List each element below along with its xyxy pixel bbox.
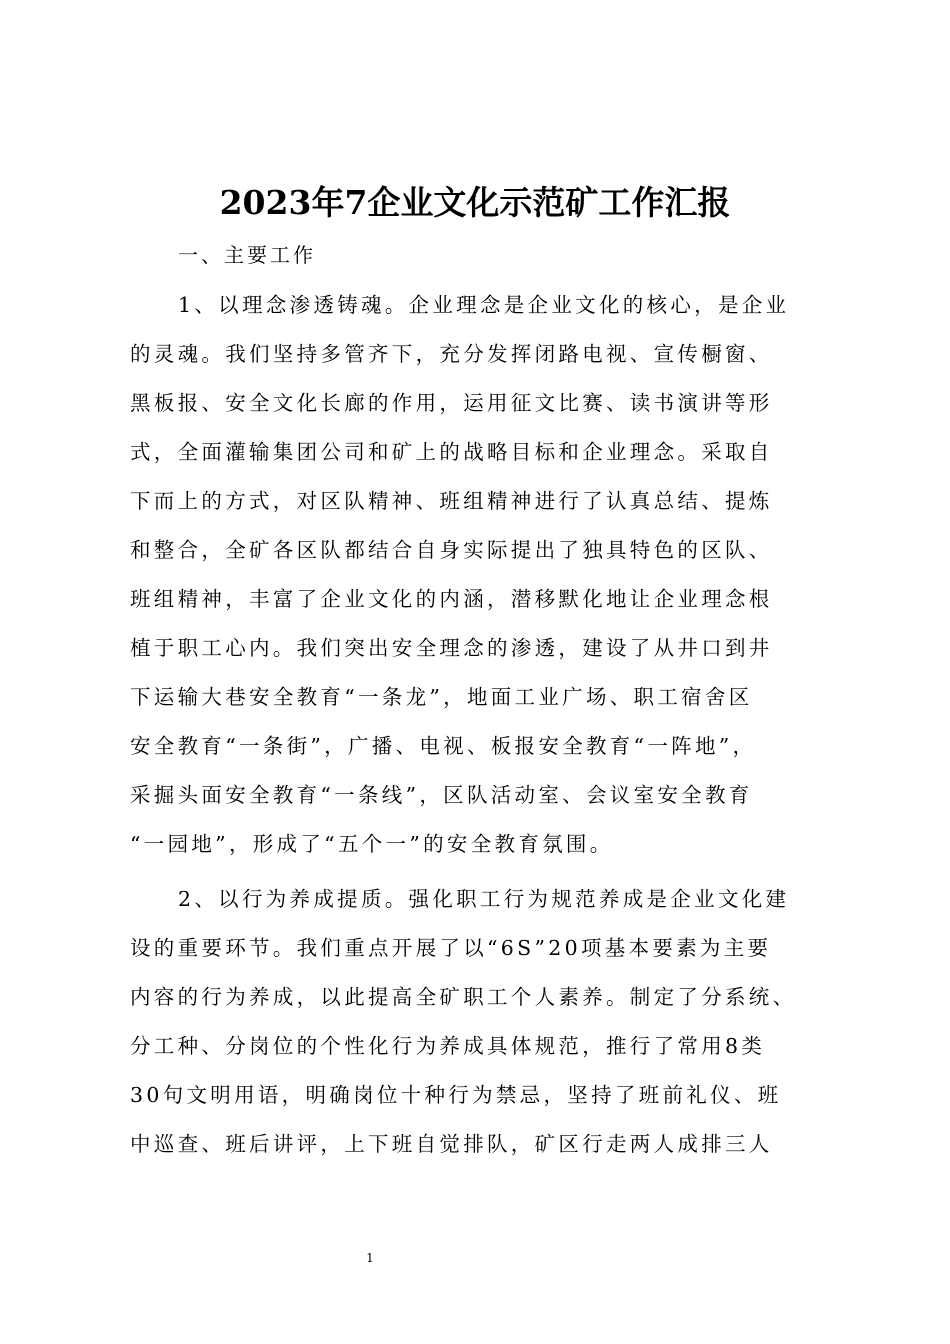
paragraph-1-line: 下而上的方式，对区队精神、班组精神进行了认真总结、提炼 xyxy=(130,489,773,513)
paragraph-2-line: 分工种、分岗位的个性化行为养成具体规范，推行了常用8类 xyxy=(130,1034,766,1058)
paragraph-1-line: 安全教育“一条街”，广播、电视、板报安全教育“一阵地”， xyxy=(130,734,757,758)
paragraph-1-line: 的灵魂。我们坚持多管齐下，充分发挥闭路电视、宣传橱窗、 xyxy=(130,342,773,366)
paragraph-1-line: 黑板报、安全文化长廊的作用，运用征文比赛、读书演讲等形 xyxy=(130,391,773,415)
paragraph-2-line: 内容的行为养成，以此提高全矿职工个人素养。制定了分系统、 xyxy=(130,985,797,1009)
section-heading: 一、主要工作 xyxy=(178,243,316,267)
paragraph-1-line: 采掘头面安全教育“一条线”，区队活动室、会议室安全教育 xyxy=(130,783,753,807)
paragraph-1-line: 和整合，全矿各区队都结合自身实际提出了独具特色的区队、 xyxy=(130,538,773,562)
paragraph-1-line: 1、以理念渗透铸魂。企业理念是企业文化的核心，是企业 xyxy=(178,293,790,317)
document-title: 2023年7企业文化示范矿工作汇报 xyxy=(219,183,731,222)
paragraph-2-line: 设的重要环节。我们重点开展了以“6S”20项基本要素为主要 xyxy=(130,936,772,960)
paragraph-2-line: 2、以行为养成提质。强化职工行为规范养成是企业文化建 xyxy=(178,887,790,911)
paragraph-2-line: 30句文明用语，明确岗位十种行为禁忌，坚持了班前礼仪、班 xyxy=(130,1083,782,1107)
paragraph-1-line: 式，全面灌输集团公司和矿上的战略目标和企业理念。采取自 xyxy=(130,440,773,464)
paragraph-1-line: 班组精神，丰富了企业文化的内涵，潜移默化地让企业理念根 xyxy=(130,587,773,611)
page-number: 1 xyxy=(366,1251,374,1265)
paragraph-2-line: 中巡查、班后讲评，上下班自觉排队，矿区行走两人成排三人 xyxy=(130,1132,773,1156)
paragraph-1-line: 下运输大巷安全教育“一条龙”，地面工业广场、职工宿舍区 xyxy=(130,685,753,709)
paragraph-1-line: 植于职工心内。我们突出安全理念的渗透，建设了从井口到井 xyxy=(130,636,773,660)
paragraph-1-line: “一园地”，形成了“五个一”的安全教育氛围。 xyxy=(130,832,614,856)
